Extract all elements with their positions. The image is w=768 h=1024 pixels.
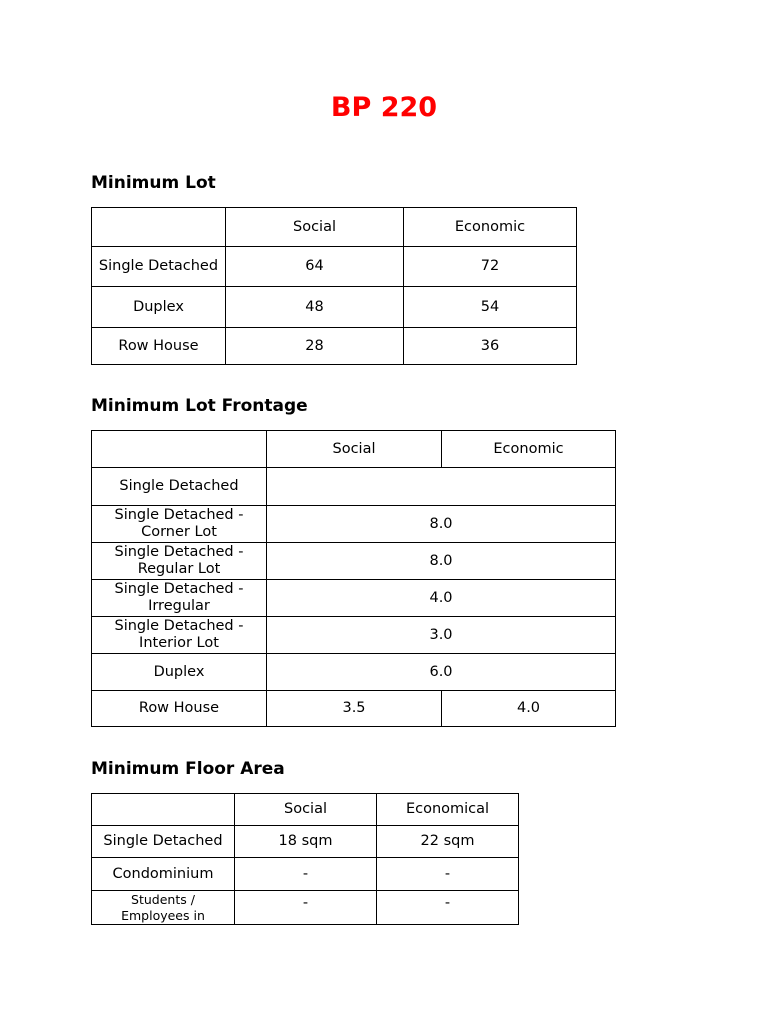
merged-value: 4.0 — [267, 580, 616, 617]
table-header-row — [92, 794, 519, 826]
merged-value: 8.0 — [267, 506, 616, 543]
minimum-floor-area-table — [91, 793, 519, 925]
row-label: Duplex — [92, 654, 267, 691]
minimum-lot-table — [91, 207, 577, 365]
row-label: Single Detached — [92, 468, 267, 506]
table-row — [92, 328, 577, 365]
row-label: Duplex — [92, 287, 226, 328]
table-row — [92, 654, 616, 691]
table-row — [92, 287, 577, 328]
economic-value: 4.0 — [442, 691, 616, 727]
table-row — [92, 506, 616, 543]
merged-value: 3.0 — [267, 617, 616, 654]
merged-value: 6.0 — [267, 654, 616, 691]
table-row — [92, 891, 519, 925]
header-cell-empty — [92, 208, 226, 247]
table-header-row — [92, 431, 616, 468]
row-label: Single Detached - Irregular — [92, 580, 267, 617]
table-row — [92, 858, 519, 891]
table-row — [92, 826, 519, 858]
row-label: Students / Employees in — [92, 891, 235, 925]
header-cell-economic: Economic — [442, 431, 616, 468]
header-cell-social: Social — [235, 794, 377, 826]
header-cell-empty — [92, 794, 235, 826]
row-label: Single Detached — [92, 247, 226, 287]
document-title: BP 220 — [330, 92, 438, 123]
social-value: 64 — [226, 247, 404, 287]
social-value: 18 sqm — [235, 826, 377, 858]
row-label: Single Detached - Regular Lot — [92, 543, 267, 580]
table-row — [92, 580, 616, 617]
row-label: Condominium — [92, 858, 235, 891]
header-cell-social: Social — [226, 208, 404, 247]
row-label: Single Detached — [92, 826, 235, 858]
table-header-row — [92, 208, 577, 247]
economic-value: 54 — [404, 287, 577, 328]
header-cell-economic: Economic — [404, 208, 577, 247]
minimum-lot-heading: Minimum Lot — [91, 173, 216, 193]
table-row — [92, 468, 616, 506]
economic-value: - — [377, 858, 519, 891]
social-value: - — [235, 858, 377, 891]
economic-value: 36 — [404, 328, 577, 365]
merged-value — [267, 468, 616, 506]
table-row — [92, 543, 616, 580]
economic-value: 72 — [404, 247, 577, 287]
table-row — [92, 247, 577, 287]
row-label: Single Detached - Interior Lot — [92, 617, 267, 654]
minimum-lot-frontage-heading: Minimum Lot Frontage — [91, 396, 308, 416]
header-cell-empty — [92, 431, 267, 468]
merged-value: 8.0 — [267, 543, 616, 580]
social-value: 48 — [226, 287, 404, 328]
header-cell-economical: Economical — [377, 794, 519, 826]
social-value: 28 — [226, 328, 404, 365]
social-value: 3.5 — [267, 691, 442, 727]
table-row — [92, 617, 616, 654]
economic-value: 22 sqm — [377, 826, 519, 858]
row-label: Row House — [92, 328, 226, 365]
row-label: Single Detached - Corner Lot — [92, 506, 267, 543]
minimum-lot-frontage-table — [91, 430, 616, 727]
social-value: - — [235, 891, 377, 925]
header-cell-social: Social — [267, 431, 442, 468]
minimum-floor-area-heading: Minimum Floor Area — [91, 759, 285, 779]
economic-value: - — [377, 891, 519, 925]
row-label: Row House — [92, 691, 267, 727]
table-row — [92, 691, 616, 727]
